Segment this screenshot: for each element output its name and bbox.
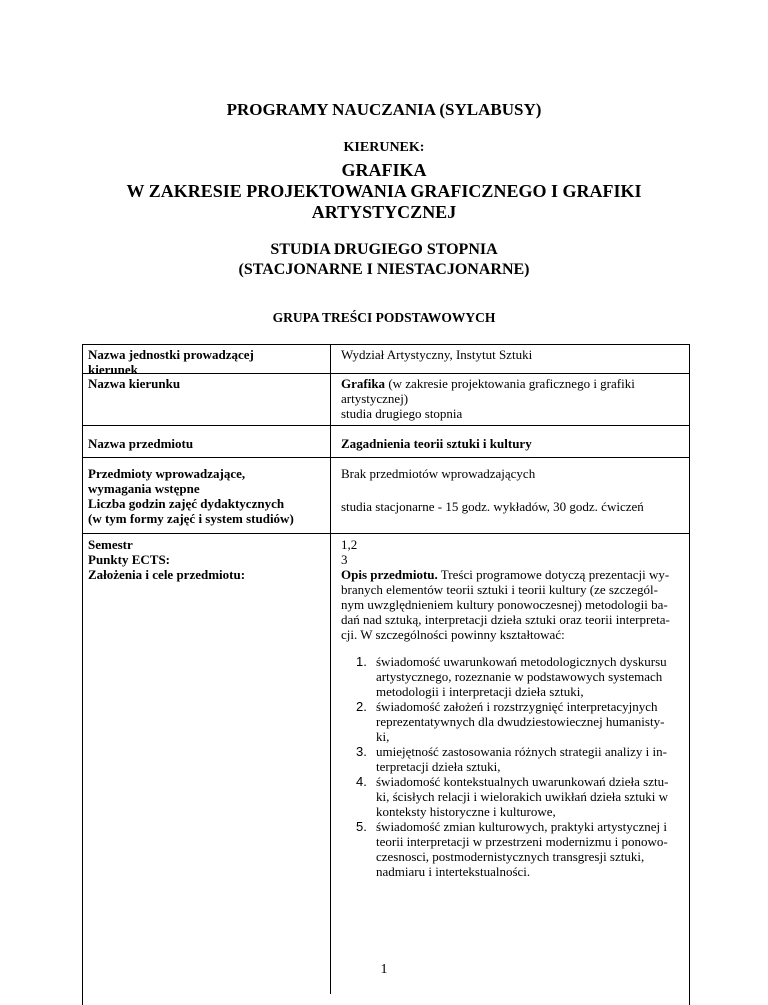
label-line: Przedmioty wprowadzające, — [88, 466, 246, 481]
label-line: wymagania wstępne — [88, 481, 200, 496]
grupa-heading: GRUPA TREŚCI PODSTAWOWYCH — [272, 310, 496, 325]
label-ects: Punkty ECTS: — [88, 552, 170, 567]
list-item — [336, 654, 682, 699]
table-row-divider — [82, 457, 690, 458]
value-jednostka: Wydział Artystyczny, Instytut Sztuki — [341, 347, 533, 362]
value-line: studia drugiego stopnia — [341, 406, 463, 421]
list-item-text: czesnosci, postmodernistycznych transgresji sztuki, — [376, 849, 645, 864]
opis-text: nym uwzględnieniem kultury ponowoczesnej) metodologii ba- — [341, 597, 668, 612]
list-item-text: świadomość założeń i rozstrzygnięć interpretacyjnych — [376, 699, 658, 714]
label-line: (w tym formy zajęć i system studiów) — [88, 511, 294, 526]
table-column-divider — [330, 344, 331, 994]
label-przedmiot: Nazwa przedmiotu — [88, 436, 194, 451]
label-wymagania — [88, 466, 324, 526]
value-przedmiot: Zagadnienia teorii sztuki i kultury — [341, 436, 532, 451]
label-semestr-ects-cele — [88, 537, 324, 582]
value-kierunek-rest: (w zakresie projektowania graficznego i grafiki — [385, 376, 635, 391]
opis-text: branych elementów teorii sztuki i teorii kultury (ze szczegól- — [341, 582, 658, 597]
label-line: Liczba godzin zajęć dydaktycznych — [88, 496, 285, 511]
list-item — [336, 819, 682, 879]
value-ects: 3 — [341, 552, 348, 567]
opis-text: Treści programowe dotyczą prezentacji wy- — [437, 567, 670, 582]
studia-line: (STACJONARNE I NIESTACJONARNE) — [238, 261, 530, 278]
list-item-text: umiejętność zastosowania różnych strategii analizy i in- — [376, 744, 667, 759]
list-item-text: artystycznego, rozeznanie w podstawowych systemach — [376, 669, 663, 684]
opis-label: Opis przedmiotu. — [341, 567, 438, 582]
label-jednostka — [88, 347, 324, 377]
table-row-divider — [82, 425, 690, 426]
studia-heading — [0, 240, 768, 280]
list-item-number: 5. — [356, 819, 367, 834]
list-item-text: konteksty historyczne i kulturowe, — [376, 804, 556, 819]
value-kierunek-bold: Grafika — [341, 376, 386, 391]
label-line: kierunek — [88, 362, 138, 377]
list-item-number: 3. — [356, 744, 367, 759]
studia-line: STUDIA DRUGIEGO STOPNIA — [270, 241, 498, 258]
opis-text: cji. W szczególności powinny kształtować: — [341, 627, 565, 642]
list-item-text: terpretacji dzieła sztuki, — [376, 759, 501, 774]
value-kierunek — [341, 376, 681, 421]
label-cele: Założenia i cele przedmiotu: — [88, 567, 246, 582]
list-item-text: świadomość kontekstualnych uwarunkowań dzieła sztu- — [376, 774, 669, 789]
kierunek-line: W ZAKRESIE PROJEKTOWANIA GRAFICZNEGO I GRAFIKI — [126, 181, 642, 201]
list-item-text: ki, ścisłych relacji i wielorakich uwikłań dzieła sztuki w — [376, 789, 669, 804]
label-semestr: Semestr — [88, 537, 133, 552]
value-semestr: 1,2 — [341, 537, 358, 552]
list-item — [336, 744, 682, 774]
kierunek-line: GRAFIKA — [341, 160, 427, 180]
kierunek-name — [0, 160, 768, 223]
list-item-text: reprezentatywnych dla dwudziestowiecznej humanisty- — [376, 714, 665, 729]
list-item-number: 2. — [356, 699, 367, 714]
value-godziny: studia stacjonarne - 15 godz. wykładów, 30 godz. ćwiczeń — [341, 499, 644, 514]
list-item-number: 1. — [356, 654, 367, 669]
value-semestr-ects-opis — [341, 537, 681, 642]
list-item-text: teorii interpretacji w przestrzeni modernizmu i ponowo- — [376, 834, 668, 849]
list-item — [336, 774, 682, 819]
kierunek-label: KIERUNEK: — [343, 140, 425, 155]
document-title: PROGRAMY NAUCZANIA (SYLABUSY) — [226, 100, 542, 119]
table-row-divider — [82, 533, 690, 534]
opis-text: dań nad sztuką, interpretacji dzieła sztuki oraz teorii interpreta- — [341, 612, 670, 627]
label-kierunek: Nazwa kierunku — [88, 376, 181, 391]
list-item-text: ki, — [376, 729, 390, 744]
page-number: 1 — [380, 962, 388, 977]
label-line: Nazwa jednostki prowadzącej — [88, 347, 254, 362]
list-item-text: metodologii i interpretacji dzieła sztuki, — [376, 684, 584, 699]
value-wymagania: Brak przedmiotów wprowadzających — [341, 466, 536, 481]
goals-list — [336, 654, 682, 879]
kierunek-line: ARTYSTYCZNEJ — [311, 202, 457, 222]
list-item — [336, 699, 682, 744]
list-item-text: świadomość zmian kulturowych, praktyki artystycznej i — [376, 819, 667, 834]
list-item-text: nadmiaru i intertekstualności. — [376, 864, 531, 879]
value-line: artystycznej) — [341, 391, 409, 406]
list-item-number: 4. — [356, 774, 367, 789]
list-item-text: świadomość uwarunkowań metodologicznych dyskursu — [376, 654, 667, 669]
